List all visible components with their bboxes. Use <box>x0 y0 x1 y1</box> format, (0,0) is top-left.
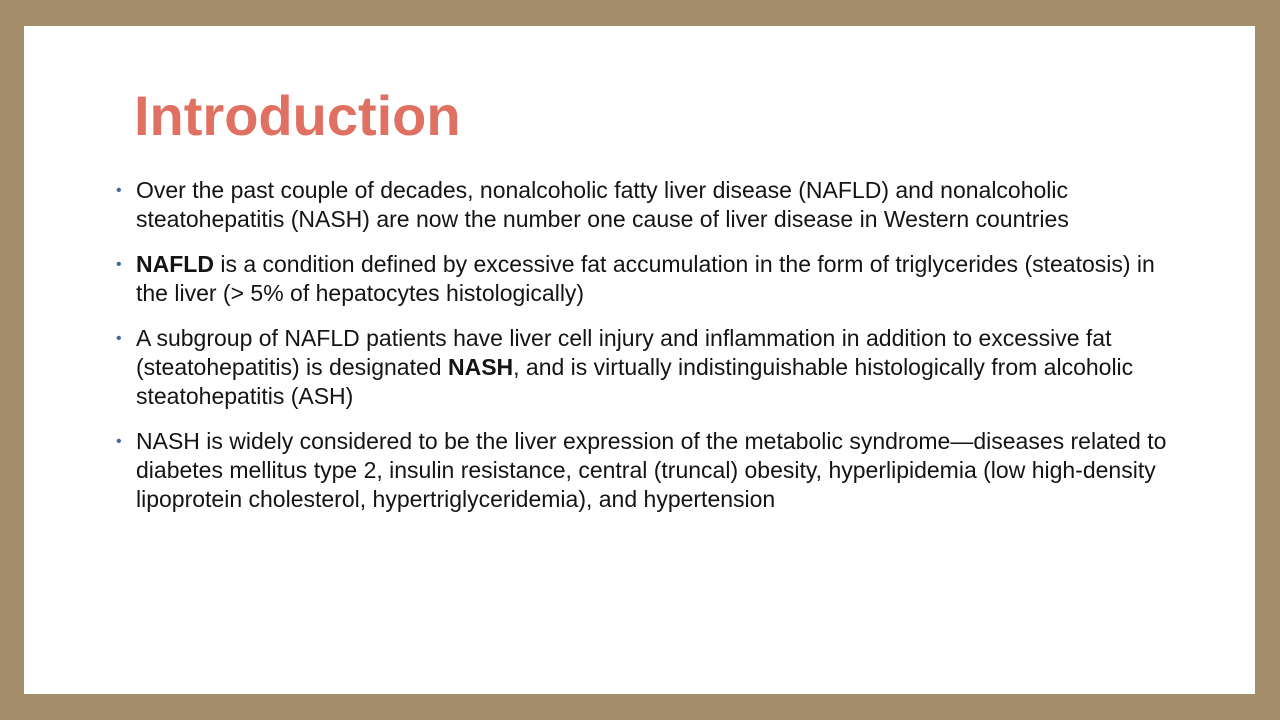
bullet-text-before: A subgroup of NAFLD patients have liver cell injury and inflammation in addition to excessive fat (steatohepatitis) is designated <box>136 325 1112 380</box>
bullet-marker-icon: • <box>116 256 122 273</box>
bullet-bold-term: NASH <box>447 354 514 380</box>
slide <box>24 26 1255 694</box>
bullet-list <box>114 176 1174 530</box>
bullet-item-4 <box>114 427 1174 514</box>
bullet-text: Over the past couple of decades, nonalcoholic fatty liver disease (NAFLD) and nonalcoholic steatohepatitis (NASH) are now the number one cause of liver disease in Western countries <box>136 177 1069 232</box>
bullet-marker-icon: • <box>116 433 122 450</box>
bullet-marker-icon: • <box>116 330 122 347</box>
bullet-text: NASH is widely considered to be the liver expression of the metabolic syndrome—diseases related to diabetes mellitus type 2, insulin resistance, central (truncal) obesity, hyperlipidemia (low high-density lipoprotein cholesterol, hypertriglyceridemia), and hypertension <box>136 428 1167 512</box>
bullet-bold-term: NAFLD <box>136 251 214 277</box>
bullet-text-after: , and is virtually indistinguishable histologically from alcoholic steatohepatitis (ASH) <box>136 354 1134 409</box>
bullet-text-rest: is a condition defined by excessive fat accumulation in the form of triglycerides (steatosis) in the liver (> 5% of hepatocytes histologically) <box>136 251 1155 306</box>
bullet-text <box>136 325 1133 409</box>
bullet-marker-icon: • <box>116 182 122 199</box>
bullet-item-3 <box>114 324 1174 411</box>
slide-title: Introduction <box>134 84 461 147</box>
bullet-text <box>136 251 1155 306</box>
bullet-item-1 <box>114 176 1174 234</box>
bullet-item-2 <box>114 250 1174 308</box>
